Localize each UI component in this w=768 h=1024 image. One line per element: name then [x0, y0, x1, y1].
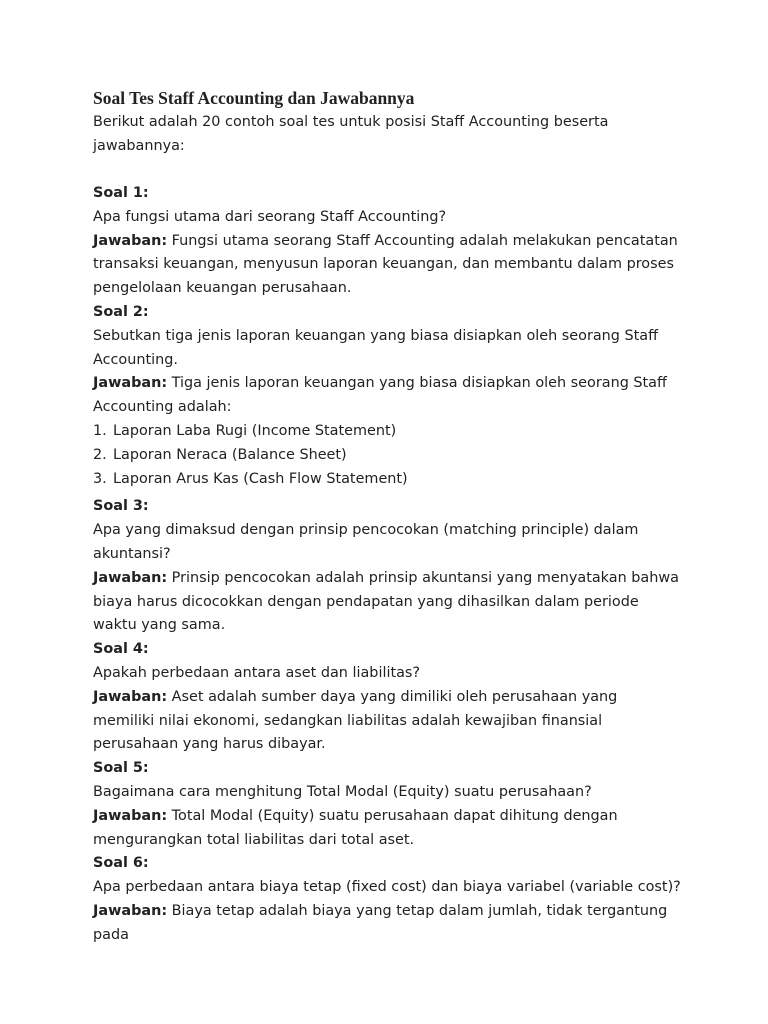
question-text: Apakah perbedaan antara aset dan liabilitas? — [93, 664, 421, 681]
answer-label: Jawaban: — [93, 232, 168, 249]
answer-text — [93, 900, 683, 948]
question-label: Soal 3: — [93, 498, 149, 515]
question-2 — [93, 301, 683, 491]
list-number: 2. — [93, 446, 107, 463]
answer-body: Aset adalah sumber daya yang dimiliki oleh perusahaan yang memiliki nilai ekonomi, sedangkan liabilitas adalah kewajiban finansial perusahaan yang harus dibayar. — [93, 688, 618, 753]
answer-body: Tiga jenis laporan keuangan yang biasa disiapkan oleh seorang Staff Accounting adalah: — [93, 375, 667, 416]
answer-body: Biaya tetap adalah biaya yang tetap dalam jumlah, tidak tergantung pada — [93, 902, 668, 943]
question-text: Sebutkan tiga jenis laporan keuangan yang biasa disiapkan oleh seorang Staff Accounting. — [93, 327, 659, 368]
list-item — [93, 468, 683, 492]
document-page — [93, 86, 683, 948]
list-number: 3. — [93, 470, 107, 487]
answer-label: Jawaban: — [93, 688, 168, 705]
question-5 — [93, 757, 683, 852]
question-text: Apa fungsi utama dari seorang Staff Accounting? — [93, 208, 447, 225]
question-label: Soal 2: — [93, 303, 149, 320]
answer-body: Prinsip pencocokan adalah prinsip akuntansi yang menyatakan bahwa biaya harus dicocokkan dengan pendapatan yang dihasilkan dalam periode waktu yang sama. — [93, 569, 679, 634]
list-text: Laporan Neraca (Balance Sheet) — [113, 446, 347, 463]
question-label: Soal 4: — [93, 641, 149, 658]
page-title: Soal Tes Staff Accounting dan Jawabannya — [93, 88, 415, 108]
answer-label: Jawaban: — [93, 375, 168, 392]
answer-body: Fungsi utama seorang Staff Accounting adalah melakukan pencatatan transaksi keuangan, menyusun laporan keuangan, dan membantu dalam proses pengelolaan keuangan perusahaan. — [93, 232, 678, 297]
answer-label: Jawaban: — [93, 902, 168, 919]
list-item — [93, 444, 683, 468]
question-label: Soal 1: — [93, 185, 149, 201]
question-1 — [93, 182, 683, 301]
answer-body: Total Modal (Equity) suatu perusahaan dapat dihitung dengan mengurangkan total liabilitas dari total aset. — [93, 807, 618, 848]
list-text: Laporan Arus Kas (Cash Flow Statement) — [113, 470, 408, 487]
list-item — [93, 420, 683, 444]
question-text: Apa yang dimaksud dengan prinsip pencocokan (matching principle) dalam akuntansi? — [93, 522, 639, 562]
question-3 — [93, 495, 683, 638]
question-6 — [93, 852, 683, 947]
answer-text — [93, 230, 683, 301]
question-text: Bagaimana cara menghitung Total Modal (Equity) suatu perusahaan? — [93, 783, 592, 800]
question-text: Apa perbedaan antara biaya tetap (fixed cost) dan biaya variabel (variable cost)? — [93, 879, 681, 896]
answer-text — [93, 567, 683, 638]
answer-label: Jawaban: — [93, 807, 168, 824]
question-label: Soal 5: — [93, 760, 149, 777]
list-number: 1. — [93, 422, 107, 439]
answer-text — [93, 372, 683, 420]
answer-list — [93, 420, 683, 491]
intro-text: Berikut adalah 20 contoh soal tes untuk posisi Staff Accounting beserta jawabannya: — [93, 114, 609, 154]
answer-text — [93, 805, 683, 853]
answer-label: Jawaban: — [93, 569, 168, 586]
list-text: Laporan Laba Rugi (Income Statement) — [113, 422, 397, 439]
question-4 — [93, 638, 683, 757]
question-label: Soal 6: — [93, 855, 149, 872]
answer-text — [93, 686, 683, 757]
